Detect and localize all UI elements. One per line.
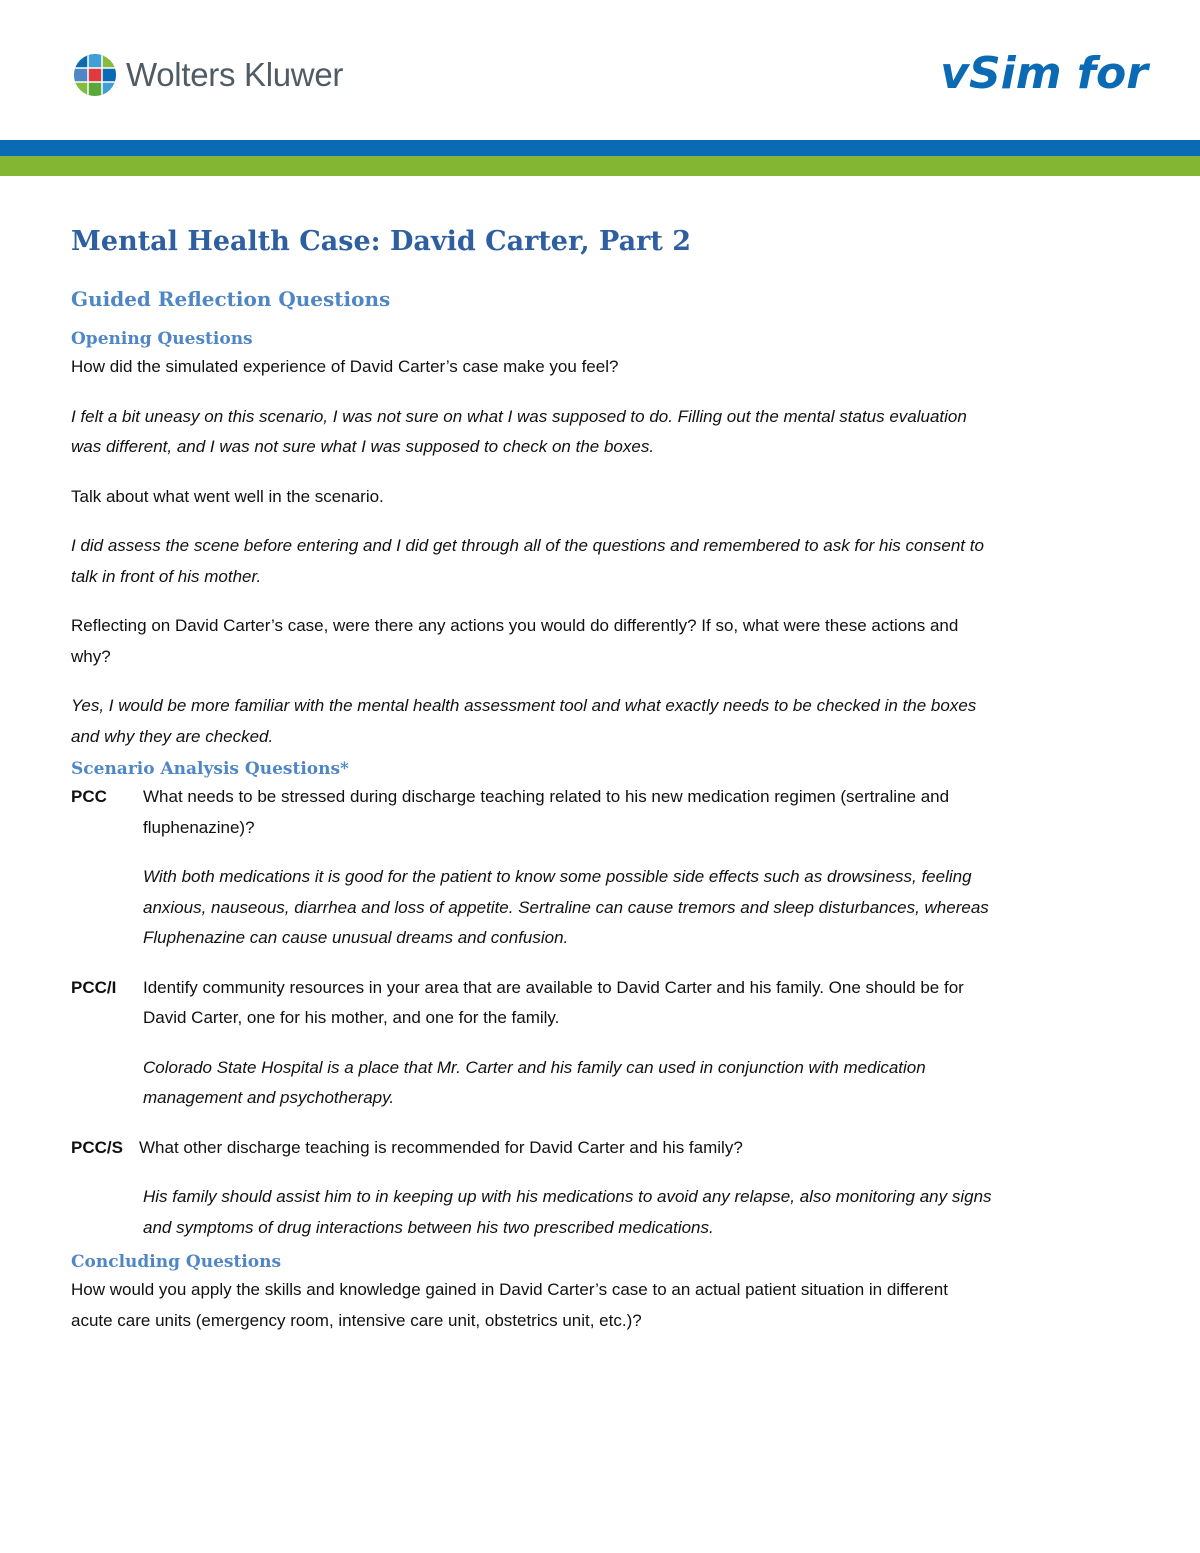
opening-answer-1-line1: I felt a bit uneasy on this scenario, I was not sure on what I was supposed to do. Filling out the mental status evaluation bbox=[71, 406, 967, 426]
item-answer-line1: His family should assist him to in keeping up with his medications to avoid any relapse, also monitoring any signs bbox=[143, 1187, 992, 1206]
item-answer-line2: anxious, nauseous, diarrhea and loss of appetite. Sertraline can cause tremors and sleep disturbances, whereas bbox=[143, 897, 989, 917]
page-title: Mental Health Case: David Carter, Part 2 bbox=[71, 226, 691, 257]
opening-answer-3-line2: and why they are checked. bbox=[71, 726, 274, 746]
scenario-heading: Scenario Analysis Questions* bbox=[71, 759, 349, 779]
item-code: PCC/I bbox=[71, 977, 117, 997]
scenario-item-pcc bbox=[71, 782, 1131, 813]
document-body bbox=[71, 222, 1131, 1336]
concluding-heading: Concluding Questions bbox=[71, 1252, 282, 1272]
concluding-question-line2: acute care units (emergency room, intensive care unit, obstetrics unit, etc.)? bbox=[71, 1310, 642, 1330]
brand-name: Wolters Kluwer bbox=[126, 56, 344, 93]
brand-logo bbox=[72, 52, 343, 98]
scenario-item-pcc-i bbox=[71, 973, 1131, 1004]
header-band-green bbox=[0, 156, 1200, 176]
item-question-line2: fluphenazine)? bbox=[143, 817, 255, 837]
opening-question-1: How did the simulated experience of David Carter’s case make you feel? bbox=[71, 357, 619, 376]
wolters-kluwer-globe-icon bbox=[72, 52, 118, 98]
opening-question-3-line2: why? bbox=[71, 646, 111, 666]
item-answer-line3: Fluphenazine can cause unusual dreams and confusion. bbox=[143, 928, 569, 947]
item-answer-line1: Colorado State Hospital is a place that Mr. Carter and his family can used in conjunction with medication bbox=[143, 1057, 926, 1077]
item-code: PCC bbox=[71, 787, 107, 806]
item-answer-line2: management and psychotherapy. bbox=[143, 1088, 395, 1107]
opening-answer-2-line2: talk in front of his mother. bbox=[71, 566, 262, 586]
item-answer-line2: and symptoms of drug interactions between his two prescribed medications. bbox=[143, 1217, 714, 1237]
section-subtitle: Guided Reflection Questions bbox=[71, 287, 391, 311]
item-question-line1: Identify community resources in your area that are available to David Carter and his family. One should be for bbox=[143, 977, 964, 997]
product-name: vSim for bbox=[940, 48, 1148, 99]
item-code: PCC/S bbox=[71, 1137, 123, 1157]
item-answer-line1: With both medications it is good for the patient to know some possible side effects such as drowsiness, feeling bbox=[143, 867, 972, 886]
page-header bbox=[0, 0, 1200, 180]
opening-question-3-line1: Reflecting on David Carter’s case, were there any actions you would do differently? If so, what were these actions and bbox=[71, 616, 959, 635]
opening-answer-3-line1: Yes, I would be more familiar with the mental health assessment tool and what exactly needs to be checked in the boxes bbox=[71, 696, 977, 715]
opening-question-2: Talk about what went well in the scenario. bbox=[71, 486, 384, 506]
opening-heading: Opening Questions bbox=[71, 329, 253, 349]
header-band-blue bbox=[0, 140, 1200, 156]
concluding-question-line1: How would you apply the skills and knowledge gained in David Carter’s case to an actual patient situation in different bbox=[71, 1280, 948, 1299]
scenario-item-pcc-s bbox=[71, 1133, 1131, 1164]
opening-answer-1-line2: was different, and I was not sure what I was supposed to check on the boxes. bbox=[71, 437, 655, 456]
item-question-line1: What other discharge teaching is recommended for David Carter and his family? bbox=[139, 1137, 743, 1157]
item-question-line1: What needs to be stressed during discharge teaching related to his new medication regimen (sertraline and bbox=[143, 787, 950, 806]
item-question-line2: David Carter, one for his mother, and one for the family. bbox=[143, 1008, 560, 1027]
opening-answer-2-line1: I did assess the scene before entering and I did get through all of the questions and remembered to ask for his consent to bbox=[71, 536, 984, 555]
